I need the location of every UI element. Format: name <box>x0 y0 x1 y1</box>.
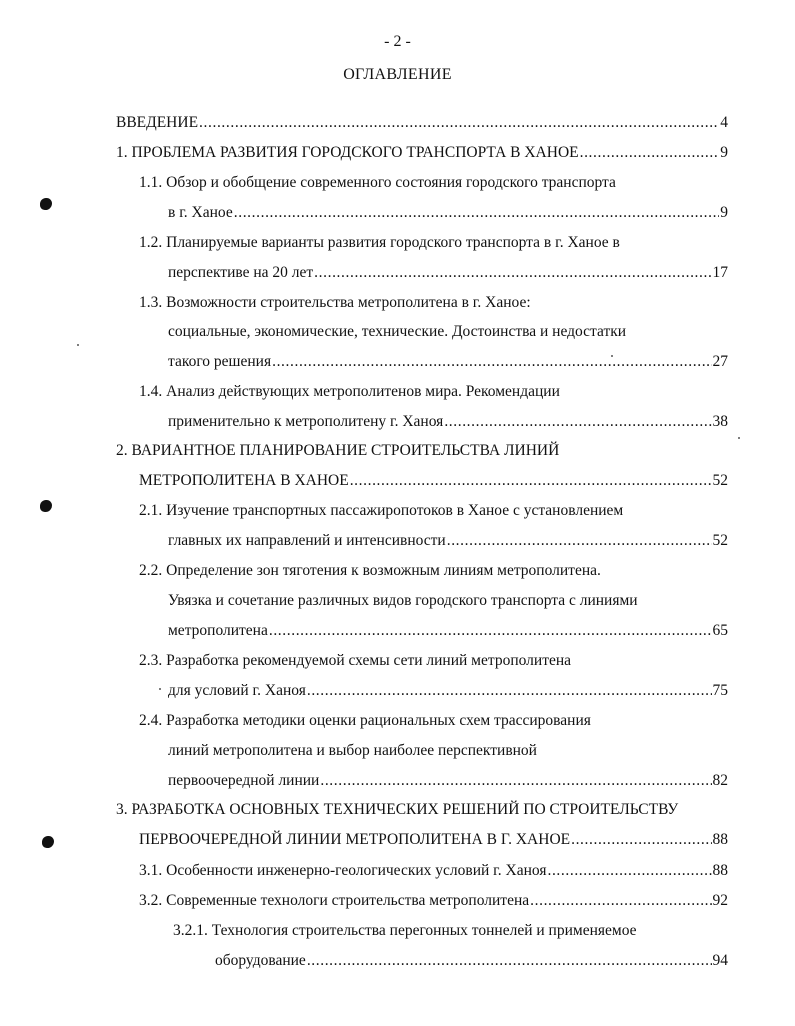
dot-leader <box>530 891 711 911</box>
dot-leader <box>350 471 712 491</box>
toc-entry-1-3-line1: 1.3. Возможности строительства метрополитена в г. Ханое: <box>139 294 531 311</box>
toc-entry-2-4-line1: 2.4. Разработка методики оценки рациональных схем трассирования <box>139 712 591 729</box>
toc-page-number: 65 <box>712 622 728 639</box>
dot-leader <box>199 113 719 133</box>
toc-entry-intro[interactable] <box>116 113 728 135</box>
scan-speck <box>738 437 740 439</box>
toc-page-number: 92 <box>712 892 728 909</box>
toc-entry-3-2-1-line1: 3.2.1. Технология строительства перегонных тоннелей и применяемое <box>173 922 637 939</box>
toc-page-number: 88 <box>712 831 728 848</box>
toc-page-number: 52 <box>712 532 728 549</box>
scan-speck <box>77 344 79 346</box>
toc-entry-title: ВВЕДЕНИЕ <box>116 114 199 131</box>
scan-speck <box>159 688 161 690</box>
toc-page-number: 94 <box>712 952 728 969</box>
toc-entry-title: МЕТРОПОЛИТЕНА В ХАНОЕ <box>139 472 349 489</box>
dot-leader <box>447 531 712 551</box>
toc-entry-title: оборудование <box>215 952 306 969</box>
toc-entry-2-1-line1: 2.1. Изучение транспортных пассажиропотоков в Ханое с установлением <box>139 502 624 519</box>
toc-entry-2-2[interactable] <box>168 621 728 643</box>
toc-entry-1-3-line2: социальные, экономические, технические. Достоинства и недостатки <box>168 323 627 340</box>
toc-page-number: 82 <box>712 772 728 789</box>
toc-page-number: 88 <box>712 862 728 879</box>
toc-entry-2-3-line1: 2.3. Разработка рекомендуемой схемы сети линий метрополитена <box>139 652 572 669</box>
page-number: - 2 - <box>384 33 411 50</box>
toc-entry-title: 3.1. Особенности инженерно-геологических условий г. Ханоя <box>139 862 547 879</box>
toc-entry-title: в г. Ханое <box>168 204 233 221</box>
toc-chapter-3-line1: 3. РАЗРАБОТКА ОСНОВНЫХ ТЕХНИЧЕСКИХ РЕШЕНИЙ ПО СТРОИТЕЛЬСТВУ <box>116 801 679 818</box>
toc-entry-title: 1. ПРОБЛЕМА РАЗВИТИЯ ГОРОДСКОГО ТРАНСПОРТА В ХАНОЕ <box>116 144 579 161</box>
dot-leader <box>307 951 712 971</box>
dot-leader <box>547 861 711 881</box>
dot-leader <box>580 143 720 163</box>
toc-chapter-2-line1: 2. ВАРИАНТНОЕ ПЛАНИРОВАНИЕ СТРОИТЕЛЬСТВА ЛИНИЙ <box>116 442 560 459</box>
scan-speck <box>611 355 613 357</box>
toc-entry-2-4[interactable] <box>168 771 728 793</box>
toc-entry-1-1-line1: 1.1. Обзор и обобщение современного состояния городского транспорта <box>139 174 616 191</box>
toc-entry-2-3[interactable] <box>168 681 728 703</box>
toc-title: ОГЛАВЛЕНИЕ <box>343 66 452 83</box>
toc-entry-1-2[interactable] <box>168 263 728 285</box>
toc-entry-3-2-1[interactable] <box>215 951 728 973</box>
toc-page-number: 17 <box>712 264 728 281</box>
toc-page-number: 52 <box>712 472 728 489</box>
toc-entry-title: 3.2. Современные технологи строительства метрополитена <box>139 892 530 909</box>
toc-entry-1-4[interactable] <box>168 412 728 434</box>
toc-entry-1-2-line1: 1.2. Планируемые варианты развития городского транспорта в г. Ханое в <box>139 234 620 251</box>
dot-leader <box>444 412 711 432</box>
toc-entry-1-1[interactable] <box>168 203 728 225</box>
toc-page-number: 9 <box>720 144 728 161</box>
toc-entry-1-3[interactable] <box>168 352 728 374</box>
toc-entry-2-2-line2: Увязка и сочетание различных видов городского транспорта с линиями <box>168 592 638 609</box>
toc-page-number: 75 <box>712 682 728 699</box>
toc-chapter-2[interactable] <box>139 471 728 493</box>
dot-leader <box>272 352 711 372</box>
toc-entry-1-4-line1: 1.4. Анализ действующих метрополитенов мира. Рекомендации <box>139 383 560 400</box>
toc-entry-2-1[interactable] <box>168 531 728 553</box>
toc-entry-3-1[interactable] <box>139 861 728 883</box>
toc-page-number: 38 <box>712 413 728 430</box>
dot-leader <box>320 771 711 791</box>
toc-entry-title: применительно к метрополитену г. Ханоя <box>168 413 444 430</box>
toc-entry-title: первоочередной линии <box>168 772 320 789</box>
toc-chapter-3[interactable] <box>139 830 728 852</box>
toc-entry-title: ПЕРВООЧЕРЕДНОЙ ЛИНИИ МЕТРОПОЛИТЕНА В Г. ХАНОЕ <box>139 831 571 848</box>
toc-entry-title: для условий г. Ханоя <box>168 682 306 699</box>
toc-entry-3-2[interactable] <box>139 891 728 913</box>
dot-leader <box>269 621 712 641</box>
toc-entry-title: метрополитена <box>168 622 268 639</box>
dot-leader <box>571 830 711 850</box>
toc-page-number: 4 <box>720 114 728 131</box>
toc-entry-2-4-line2: линий метрополитена и выбор наиболее перспективной <box>168 742 537 759</box>
dot-leader <box>314 263 711 283</box>
toc-entry-title: главных их направлений и интенсивности <box>168 532 446 549</box>
dot-leader <box>307 681 712 701</box>
toc-entry-title: такого решения <box>168 353 272 370</box>
toc-entry-title: перспективе на 20 лет <box>168 264 314 281</box>
toc-page-number: 27 <box>712 353 728 370</box>
dot-leader <box>234 203 720 223</box>
toc-chapter-1[interactable] <box>116 143 728 165</box>
toc-page-number: 9 <box>720 204 728 221</box>
toc-entry-2-2-line1: 2.2. Определение зон тяготения к возможным линиям метрополитена. <box>139 562 601 579</box>
